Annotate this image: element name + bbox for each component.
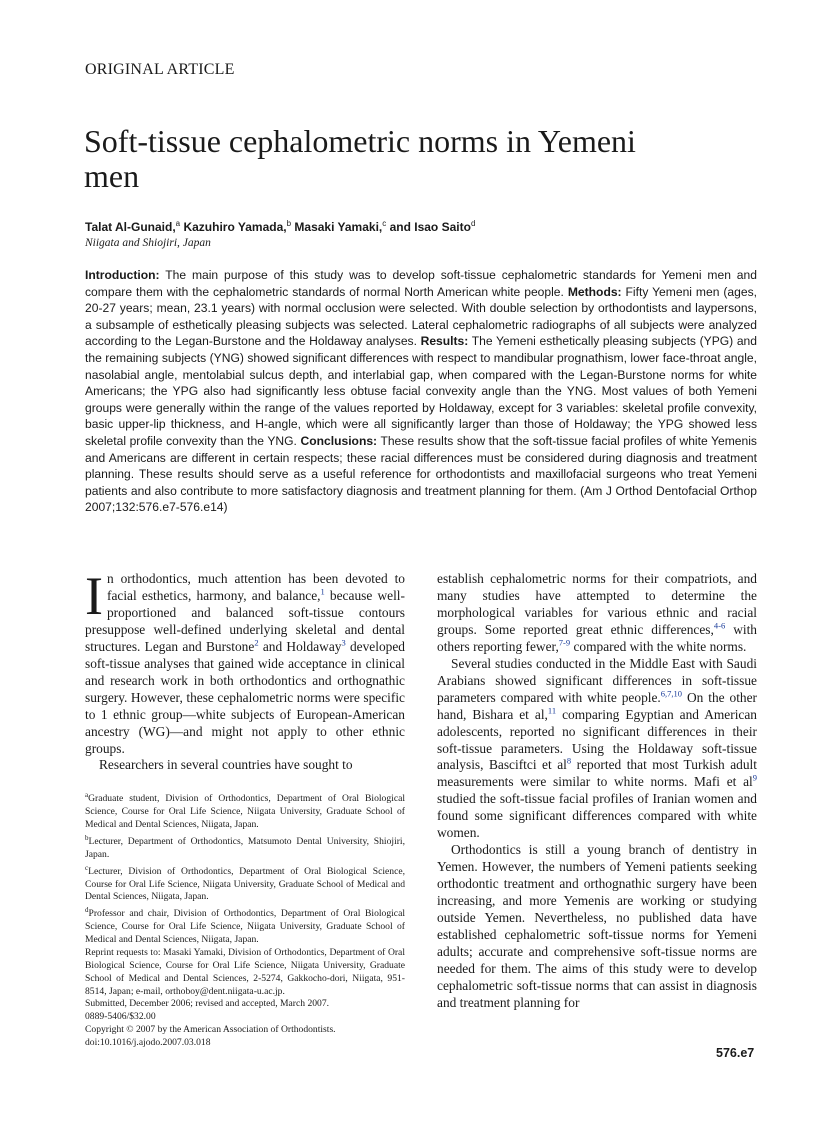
author-name: Kazuhiro Yamada, (180, 220, 287, 234)
body-text: compared with the white norms. (570, 638, 747, 654)
footnote-text: Graduate student, Division of Orthodontics, Department of Oral Biological Science, Course for Oral Life Science, Niigata University, Graduate School of Medical and Dental Sciences, Niigata, Japan. (85, 793, 405, 830)
body-text: comparing Egyptian and American adolescents, reported no significant differences in their soft-tissue parameters. Using the Holdaway soft-tissue analysis, Basciftci et al (437, 706, 758, 773)
author-name: Masaki Yamaki, (291, 220, 383, 234)
body-column-right (437, 571, 757, 1012)
citation-ref[interactable]: 2 (254, 637, 259, 648)
footnote-marker: b (85, 833, 89, 842)
footnote-marker: d (85, 906, 89, 915)
footnote-marker: c (85, 863, 89, 872)
footnote (85, 789, 405, 832)
citation-ref[interactable]: 4-6 (713, 620, 726, 631)
author-location: Niigata and Shiojiri, Japan (85, 237, 211, 249)
citation-ref[interactable]: 8 (566, 756, 572, 767)
footnote-text: Lecturer, Division of Orthodontics, Department of Oral Biological Science, Course for Oral Life Science, Niigata University, Graduate School of Medical and Dental Sciences, Niigata, Japan. (85, 865, 405, 903)
author-name: and Isao Saito (386, 220, 471, 234)
citation-ref[interactable]: 9 (752, 772, 757, 783)
body-text: n orthodontics, much attention has been devoted to facial esthetics, harmony, and balance, (106, 571, 405, 603)
footnote (85, 1011, 405, 1024)
citation-ref[interactable]: 6,7,10 (660, 688, 683, 699)
footnote-text: doi:10.1016/j.ajodo.2007.03.018 (85, 1036, 211, 1048)
citation-ref[interactable]: 3 (341, 637, 346, 648)
abstract-section-label: Methods: (567, 284, 622, 299)
footnote (85, 832, 405, 862)
footnote (85, 1037, 405, 1050)
abstract-text: These results show that the soft-tissue facial profiles of white Yemenis and Americans are different in certain respects; these racial differences must be considered during diagnosis and treatment planning. These results should serve as a useful reference for orthodontists and maxillofacial surgeons who treat Yemeni patients and also contribute to more satisfactory diagnosis and treatment planning for them. (Am J Orthod Dentofacial Orthop 2007;132:576.e7-576.e14) (85, 433, 757, 515)
citation-ref[interactable]: 11 (547, 705, 557, 716)
footnote-text: Lecturer, Department of Orthodontics, Matsumoto Dental University, Shiojiri, Japan. (85, 835, 405, 860)
author-list (85, 219, 475, 234)
body-text: reported that most Turkish adult measurements were similar to white norms. Mafi et al (437, 757, 757, 790)
drop-cap: I (85, 566, 103, 626)
abstract (85, 267, 757, 516)
footnote-text: Copyright © 2007 by the American Association of Orthodontists. (85, 1024, 336, 1036)
paragraph (437, 571, 757, 656)
body-text: developed soft-tissue analyses that gained wide acceptance in clinical and research work in both orthodontics and orthognathic surgery. However, these cephalometric norms were specific to 1 ethnic group—white subjects of European-American ancestry (WG)—and might not apply to other ethnic groups. (85, 638, 406, 756)
body-text: studied the soft-tissue facial profiles of Iranian women and found some significant differences compared with white women. (437, 791, 757, 841)
body-text: with others reporting fewer, (437, 621, 758, 654)
affiliation-marker: c (382, 219, 387, 228)
footnote (85, 1024, 405, 1037)
paragraph (85, 757, 405, 774)
article-type-label: ORIGINAL ARTICLE (85, 61, 235, 78)
footnote-text: Reprint requests to: Masaki Yamaki, Division of Orthodontics, Department of Oral Biological Science, Course for Oral Life Science, Niigata University, Graduate School of Medical and Dental Sciences, 2-5274, Gakkocho-dori, Niigata, 951-8514, Japan; e-mail, orthoboy@dent.niigata-u.ac.jp. (85, 947, 405, 997)
footnote (85, 904, 405, 947)
affiliation-marker: a (175, 219, 181, 228)
paragraph (437, 842, 757, 1012)
footnote (85, 862, 405, 905)
abstract-text: The Yemeni esthetically pleasing subjects (YPG) and the remaining subjects (YNG) showed significant differences with respect to mandibular prognathism, lower face-throat angle, nasolabial angle, mentolabial sulcus depth, and interlabial gap, when compared with the Legan-Burstone norms for white Americans; the YPG also had significantly less obtuse facial convexity angle than the YNG. Most values of both Yemeni groups were generally within the range of the values reported by Holdaway, except for 3 variables: skeletal profile convexity, basic upper-lip thickness, and H-angle, which were all significantly larger than those of Holdaway; the YPG showed less skeletal profile convexity than the YNG. (85, 334, 757, 448)
body-text: and Holdaway (258, 638, 342, 654)
abstract-text: The main purpose of this study was to develop soft-tissue cephalometric standards for Yemeni men and compare them with the cephalometric standards of normal North American white people. (85, 268, 757, 299)
body-text: establish cephalometric norms for their compatriots, and many studies have attempted to determine the morphological variables for various ethnic and racial groups. Some reported great ethnic differences, (437, 571, 757, 637)
affiliation-marker: d (470, 219, 476, 228)
footnote-text: Submitted, December 2006; revised and accepted, March 2007. (85, 998, 330, 1010)
footnote-text: 0889-5406/$32.00 (85, 1011, 156, 1023)
article-title: Soft-tissue cephalometric norms in Yemeni men (84, 123, 636, 194)
body-text: Several studies conducted in the Middle East with Saudi Arabians showed significant differences in soft-tissue parameters compared with white people. (437, 655, 757, 705)
citation-ref[interactable]: 1 (320, 586, 325, 597)
author-name: Talat Al-Gunaid, (85, 220, 176, 234)
page-number: 576.e7 (716, 1046, 755, 1060)
footnote-text: Professor and chair, Division of Orthodontics, Department of Oral Biological Science, Course for Oral Life Science, Niigata University, Graduate School of Medical and Dental Sciences, Niigata, Japan. (85, 908, 405, 946)
abstract-section-label: Results: (420, 334, 469, 349)
body-text: Orthodontics is still a young branch of dentistry in Yemen. However, the numbers of Yemeni patients seeking orthodontic treatment and orthognathic surgery have been increasing, and more Yemenis are working or studying outside Yemen. Nevertheless, no published data have established cephalometric soft-tissue norms for Yemeni adults; accurate and comprehensive soft-tissue norms are needed for them. The aims of this study were to develop cephalometric soft-tissue norms that can assist in diagnosis and treatment planning for (437, 842, 757, 1010)
body-text: Researchers in several countries have sought to (99, 757, 353, 773)
abstract-section-label: Conclusions: (300, 433, 378, 448)
body-text: because well-proportioned and balanced soft-tissue contours presuppose well-defined underlying skeletal and dental structures. Legan and Burstone (85, 587, 405, 654)
paragraph (85, 566, 406, 757)
body-column-left (85, 566, 406, 774)
affiliation-marker: b (286, 219, 292, 228)
footnotes (85, 789, 405, 1050)
citation-ref[interactable]: 7-9 (558, 637, 571, 648)
footnote (85, 947, 405, 998)
footnote (85, 998, 405, 1011)
footnote-marker: a (85, 791, 89, 799)
paragraph (437, 656, 757, 842)
abstract-section-label: Introduction: (85, 268, 160, 282)
abstract-text: Fifty Yemeni men (ages, 20-27 years; mean, 23.1 years) with normal occlusion were selected. With double selection by orthodontists and laypersons, a subsample of esthetically pleasing subjects was selected. Lateral cephalometric radiographs of all subjects were analyzed according to the Legan-Burstone and the Holdaway analyses. (85, 284, 757, 349)
body-text: On the other hand, Bishara et al, (437, 689, 758, 722)
